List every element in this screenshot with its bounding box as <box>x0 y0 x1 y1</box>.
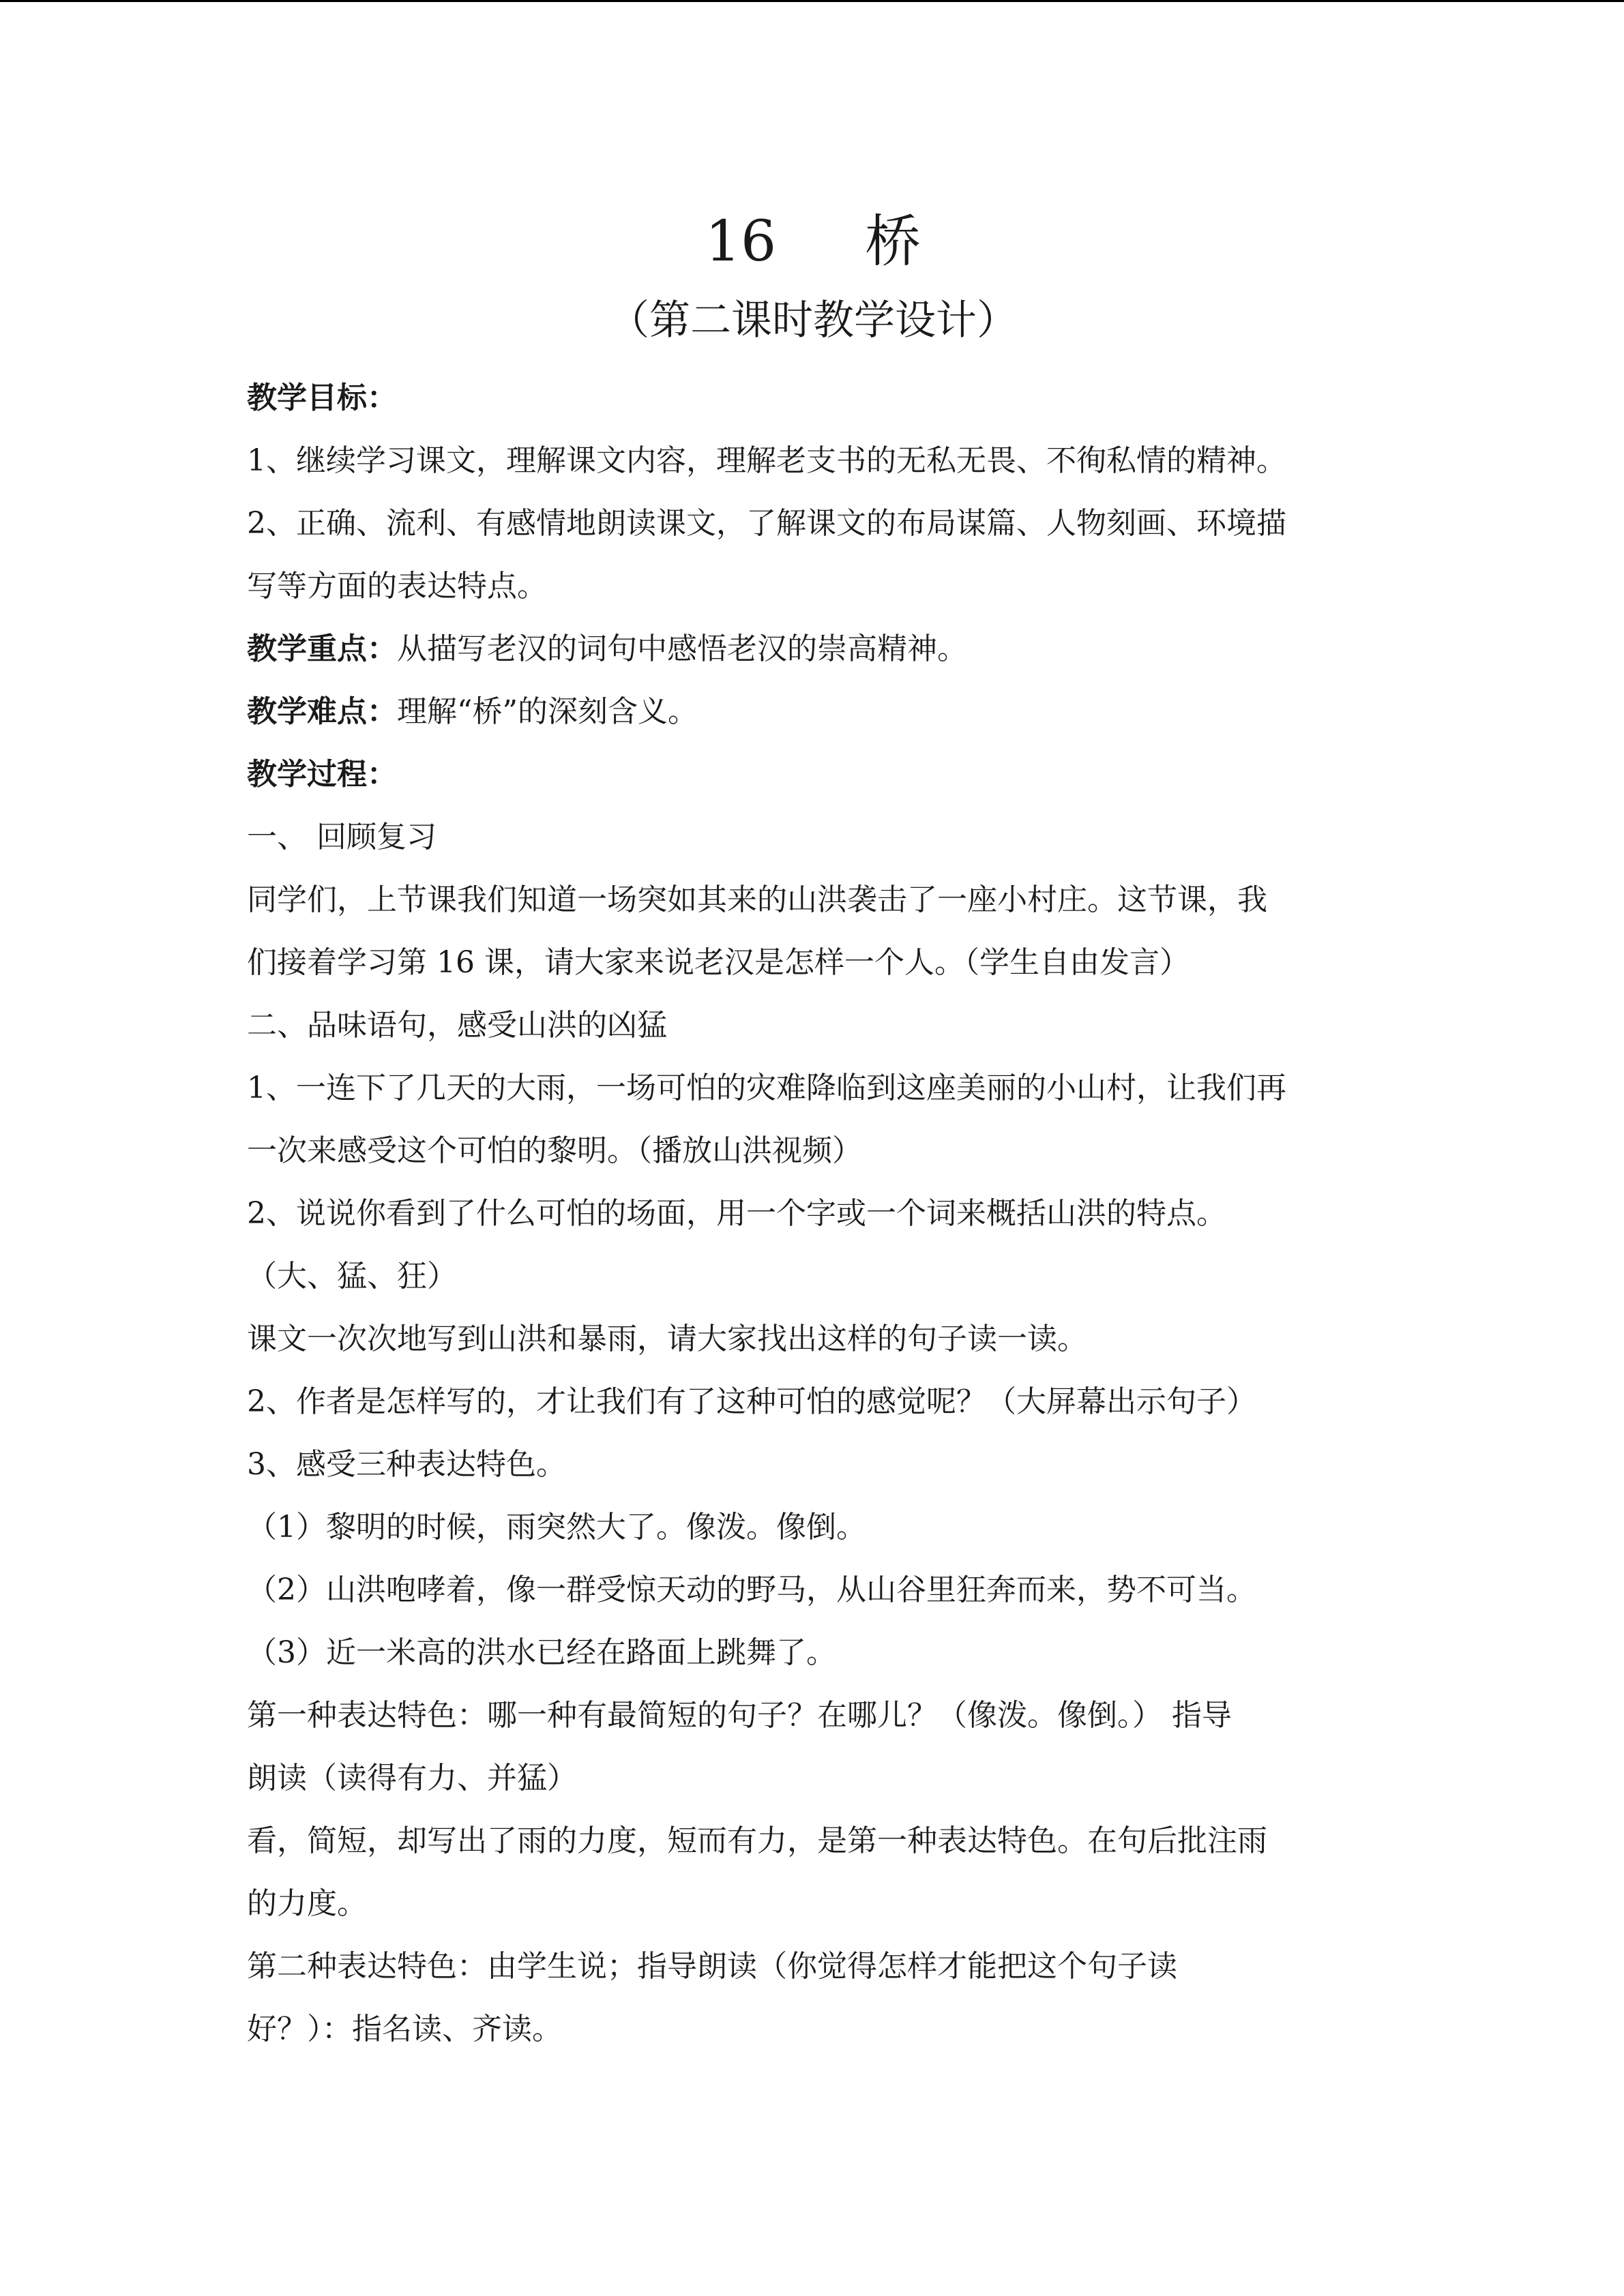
difficulty-text: 理解“桥”的深刻含义。 <box>397 694 698 729</box>
top-border-line <box>0 0 1624 2</box>
review-paragraph-line-1: 同学们，上节课我们知道一场突如其来的山洪袭击了一座小村庄。这节课，我 <box>247 882 1267 917</box>
lesson-number: 16 <box>705 209 777 274</box>
section-2-heading: 二、品味语句，感受山洪的凶猛 <box>247 1008 667 1043</box>
goals-heading: 教学目标： <box>247 381 397 415</box>
item-2-line-3: 课文一次次地写到山洪和暴雨，请大家找出这样的句子读一读。 <box>247 1322 1087 1356</box>
example-sentence-3: （3）近一米高的洪水已经在路面上跳舞了。 <box>247 1635 836 1670</box>
feature-2-line-1: 第二种表达特色：由学生说；指导朗读（你觉得怎样才能把这个句子读 <box>247 1949 1177 1984</box>
example-sentence-1: （1）黎明的时候，雨突然大了。像泼。像倒。 <box>247 1510 866 1545</box>
lesson-title-text: 桥 <box>865 209 921 274</box>
difficulty <box>247 681 1379 743</box>
lesson-subtitle: （第二课时教学设计） <box>608 297 1018 344</box>
item-2-line-2: （大、猛、狂） <box>247 1259 457 1294</box>
document-page <box>247 198 1379 2061</box>
feature-1-line-4: 的力度。 <box>247 1886 367 1921</box>
section-1-heading: 一、 回顾复习 <box>247 820 437 854</box>
lesson-title <box>247 198 1379 286</box>
review-paragraph-line-2: 们接着学习第 16 课，请大家来说老汉是怎样一个人。（学生自由发言） <box>247 945 1190 980</box>
example-sentence-2: （2）山洪咆哮着，像一群受惊天动的野马，从山谷里狂奔而来，势不可当。 <box>247 1572 1256 1607</box>
feature-2-line-2: 好？）：指名读、齐读。 <box>247 2012 562 2046</box>
item-2-line-4: 2、作者是怎样写的，才让我们有了这种可怕的感觉呢？（大屏幕出示句子） <box>247 1384 1256 1419</box>
key-point <box>247 618 1379 681</box>
item-1-line-2: 一次来感受这个可怕的黎明。（播放山洪视频） <box>247 1133 862 1168</box>
process-heading: 教学过程： <box>247 757 397 792</box>
goal-1: 1、继续学习课文，理解课文内容，理解老支书的无私无畏、不徇私情的精神。 <box>247 443 1286 478</box>
key-point-text: 从描写老汉的词句中感悟老汉的崇高精神。 <box>397 631 967 666</box>
goal-2-line-1: 2、正确、流利、有感情地朗读课文，了解课文的布局谋篇、人物刻画、环境描 <box>247 506 1286 541</box>
feature-1-line-2: 朗读（读得有力、并猛） <box>247 1761 577 1795</box>
difficulty-label: 教学难点： <box>247 694 397 729</box>
item-1-line-1: 1、一连下了几天的大雨，一场可怕的灾难降临到这座美丽的小山村，让我们再 <box>247 1071 1286 1105</box>
feature-1-line-3: 看，简短，却写出了雨的力度，短而有力，是第一种表达特色。在句后批注雨 <box>247 1823 1267 1858</box>
feature-1-line-1: 第一种表达特色：哪一种有最简短的句子？在哪儿？（像泼。像倒。） 指导 <box>247 1698 1232 1733</box>
goal-2-line-2: 写等方面的表达特点。 <box>247 569 547 603</box>
item-2-line-1: 2、说说你看到了什么可怕的场面，用一个字或一个词来概括山洪的特点。 <box>247 1196 1226 1231</box>
item-3: 3、感受三种表达特色。 <box>247 1447 566 1482</box>
key-point-label: 教学重点： <box>247 631 397 666</box>
